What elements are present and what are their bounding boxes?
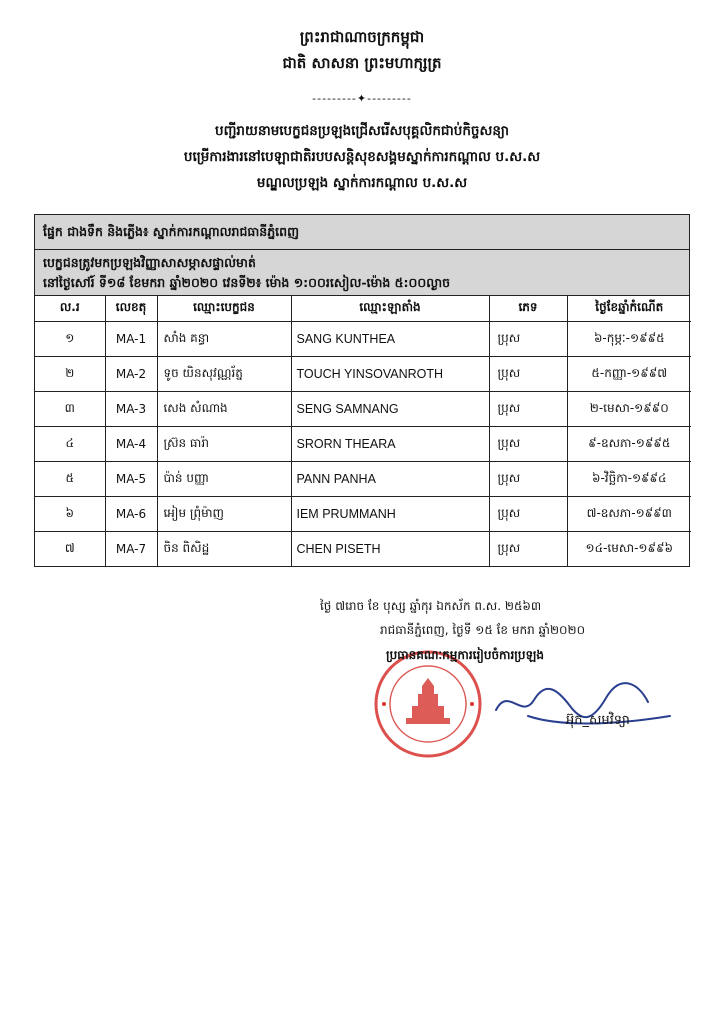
cell-date-of-birth: ៦-វិច្ឆិកា-១៩៩៤	[567, 461, 691, 496]
cell-name-khmer: ប៉ាន់ បញ្ញា	[157, 461, 291, 496]
ornament-divider: ---------✦---------	[312, 92, 412, 105]
cell-desk: MA-5	[105, 461, 157, 496]
table-row	[35, 391, 691, 426]
cell-no: ៤	[35, 426, 105, 461]
cell-desk: MA-4	[105, 426, 157, 461]
cell-no: ៦	[35, 496, 105, 531]
table-row	[35, 531, 691, 566]
cell-name-khmer: អៀម ព្រុំម៉ាញ	[157, 496, 291, 531]
table-row	[35, 496, 691, 531]
seal-dot-left	[382, 702, 386, 706]
document-title-line-3: មណ្ឌលប្រឡង ស្នាក់ការកណ្តាល ប.ស.ស	[256, 175, 468, 191]
exam-info-line-2: នៅថ្ងៃសៅរ៍ ទី១៨ ខែមករា ឆ្នាំ២០២០ វេនទី២៖ ម៉ោង ១:០០រសៀល-ម៉ោង ៥:០០ល្ងាច	[43, 275, 451, 290]
cell-name-khmer: ចិន ពិសិដ្ឋ	[157, 531, 291, 566]
signer-name: អ៊ុក_សមវិទ្យា	[566, 713, 630, 728]
cell-name-latin: IEM PRUMMANH	[291, 496, 489, 531]
cell-name-khmer: ទូច យិនសុវណ្ណរ័ត្ន	[157, 356, 291, 391]
cell-name-latin: TOUCH YINSOVANROTH	[291, 356, 489, 391]
header-name-latin: ឈ្មោះឡាតាំង	[291, 296, 489, 321]
solar-date-line: រាជធានីភ្នំពេញ, ថ្ងៃទី ១៥ ខែ មករា ឆ្នាំ២០២០	[380, 623, 586, 637]
cell-gender: ប្រុស	[489, 426, 567, 461]
candidate-table	[35, 296, 691, 566]
cell-no: ៣	[35, 391, 105, 426]
header-date-of-birth: ថ្ងៃខែឆ្នាំកំណើត	[567, 296, 691, 321]
cell-gender: ប្រុស	[489, 391, 567, 426]
cell-date-of-birth: ១៤-មេសា-១៩៩៦	[567, 531, 691, 566]
committee-chair-title: ប្រធានគណៈកម្មការរៀបចំការប្រឡង	[386, 648, 544, 662]
cell-name-latin: SRORN THEARA	[291, 426, 489, 461]
cell-name-latin: PANN PANHA	[291, 461, 489, 496]
cell-name-khmer: ស្រ៊ន ធារ៉ា	[157, 426, 291, 461]
cell-date-of-birth: ២-មេសា-១៩៩០	[567, 391, 691, 426]
cell-no: ៥	[35, 461, 105, 496]
cell-name-khmer: សេង សំណាង	[157, 391, 291, 426]
document-title-line-1: បញ្ជីរាយនាមបេក្ខជនប្រឡងជ្រើសរើសបុគ្គលិកជាប់កិច្ចសន្យា	[215, 123, 509, 139]
cell-desk: MA-3	[105, 391, 157, 426]
cell-no: ៧	[35, 531, 105, 566]
cell-no: ២	[35, 356, 105, 391]
cell-date-of-birth: ៥-កញ្ញា-១៩៩៧	[567, 356, 691, 391]
cell-date-of-birth: ៩-ឧសភា-១៩៩៥	[567, 426, 691, 461]
exam-info-band	[35, 250, 689, 296]
cell-date-of-birth: ៧-ឧសភា-១៩៩៣	[567, 496, 691, 531]
cell-no: ១	[35, 321, 105, 356]
cell-name-khmer: សាំង គន្ធា	[157, 321, 291, 356]
exam-info-line-1: បេក្ខជនត្រូវមកប្រឡងវិញ្ញាសាសម្ភាសផ្ទាល់មាត់	[43, 255, 256, 270]
candidate-sheet	[34, 214, 690, 567]
cell-desk: MA-7	[105, 531, 157, 566]
lunar-date-line: ថ្ងៃ ៧រោច ខែ បុស្ស ឆ្នាំកុរ ឯកស័ក ព.ស. ២៥៦៣	[320, 599, 542, 613]
table-row	[35, 426, 691, 461]
header-name-khmer: ឈ្មោះបេក្ខជន	[157, 296, 291, 321]
header-desk: លេខតុ	[105, 296, 157, 321]
cell-desk: MA-1	[105, 321, 157, 356]
cell-gender: ប្រុស	[489, 356, 567, 391]
section-band: ផ្នែក ជាងទឹក និងភ្លើង៖ ស្នាក់ការកណ្តាលរាជធានីភ្នំពេញ	[35, 215, 689, 250]
header-no: ល.រ	[35, 296, 105, 321]
cell-gender: ប្រុស	[489, 496, 567, 531]
seal-dot-right	[470, 702, 474, 706]
cell-name-latin: SANG KUNTHEA	[291, 321, 489, 356]
document-title-line-2: បម្រើការងារនៅបេឡាជាតិរបបសន្តិសុខសង្គមស្នាក់ការកណ្តាល ប.ស.ស	[183, 149, 541, 165]
seal-temple-shape	[406, 678, 450, 724]
table-row	[35, 461, 691, 496]
table-row	[35, 321, 691, 356]
cell-gender: ប្រុស	[489, 461, 567, 496]
cell-desk: MA-2	[105, 356, 157, 391]
motto-line-1: ព្រះរាជាណាចក្រកម្ពុជា	[299, 28, 425, 46]
header-gender: ភេទ	[489, 296, 567, 321]
cell-name-latin: CHEN PISETH	[291, 531, 489, 566]
table-row	[35, 356, 691, 391]
motto-line-2: ជាតិ សាសនា ព្រះមហាក្សត្រ	[282, 54, 442, 72]
cell-date-of-birth: ៦-កុម្ភៈ-១៩៩៥	[567, 321, 691, 356]
cell-gender: ប្រុស	[489, 321, 567, 356]
cell-gender: ប្រុស	[489, 531, 567, 566]
table-header-row	[35, 296, 691, 321]
cell-name-latin: SENG SAMNANG	[291, 391, 489, 426]
cell-desk: MA-6	[105, 496, 157, 531]
